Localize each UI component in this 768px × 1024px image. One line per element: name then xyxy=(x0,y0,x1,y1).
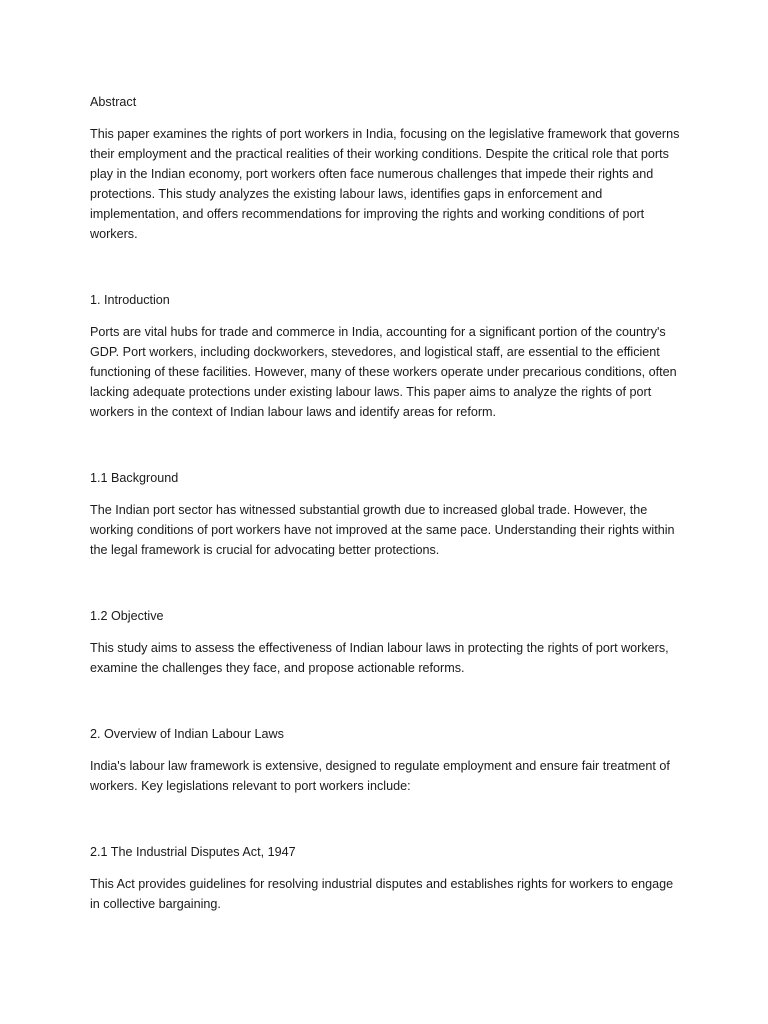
section-paragraph: This Act provides guidelines for resolving industrial disputes and establishes rights for workers to engage in collective bargaining. xyxy=(90,877,674,911)
section-heading: Abstract xyxy=(90,95,137,109)
section-heading: 1.2 Objective xyxy=(90,609,164,623)
section-paragraph: This paper examines the rights of port workers in India, focusing on the legislative framework that governs their employment and the practical realities of their working conditions. Despite the critical role that ports play in the Indian economy, port workers often face numerous challenges that impede their rights and protections. This study analyzes the existing labour laws, identifies gaps in enforcement and implementation, and offers recommendations for improving the rights and working conditions of port workers. xyxy=(90,127,680,241)
section-heading: 1. Introduction xyxy=(90,293,170,307)
document-body xyxy=(90,92,682,914)
section-industrial-disputes-act xyxy=(90,842,682,914)
section-abstract xyxy=(90,92,682,244)
section-heading: 2. Overview of Indian Labour Laws xyxy=(90,727,284,741)
section-paragraph: The Indian port sector has witnessed substantial growth due to increased global trade. However, the working conditions of port workers have not improved at the same pace. Understanding their rights within the legal framework is crucial for advocating better protections. xyxy=(90,503,675,557)
section-paragraph: Ports are vital hubs for trade and commerce in India, accounting for a significant portion of the country's GDP. Port workers, including dockworkers, stevedores, and logistical staff, are essential to the efficient functioning of these facilities. However, many of these workers operate under precarious conditions, often lacking adequate protections under existing labour laws. This paper aims to analyze the rights of port workers in the context of Indian labour laws and identify areas for reform. xyxy=(90,325,677,419)
section-overview xyxy=(90,724,682,796)
section-background xyxy=(90,468,682,560)
section-heading: 1.1 Background xyxy=(90,471,179,485)
section-paragraph: India's labour law framework is extensive, designed to regulate employment and ensure fair treatment of workers. Key legislations relevant to port workers include: xyxy=(90,759,670,793)
section-objective xyxy=(90,606,682,678)
section-introduction xyxy=(90,290,682,422)
section-paragraph: This study aims to assess the effectiveness of Indian labour laws in protecting the rights of port workers, examine the challenges they face, and propose actionable reforms. xyxy=(90,641,669,675)
section-heading: 2.1 The Industrial Disputes Act, 1947 xyxy=(90,845,296,859)
